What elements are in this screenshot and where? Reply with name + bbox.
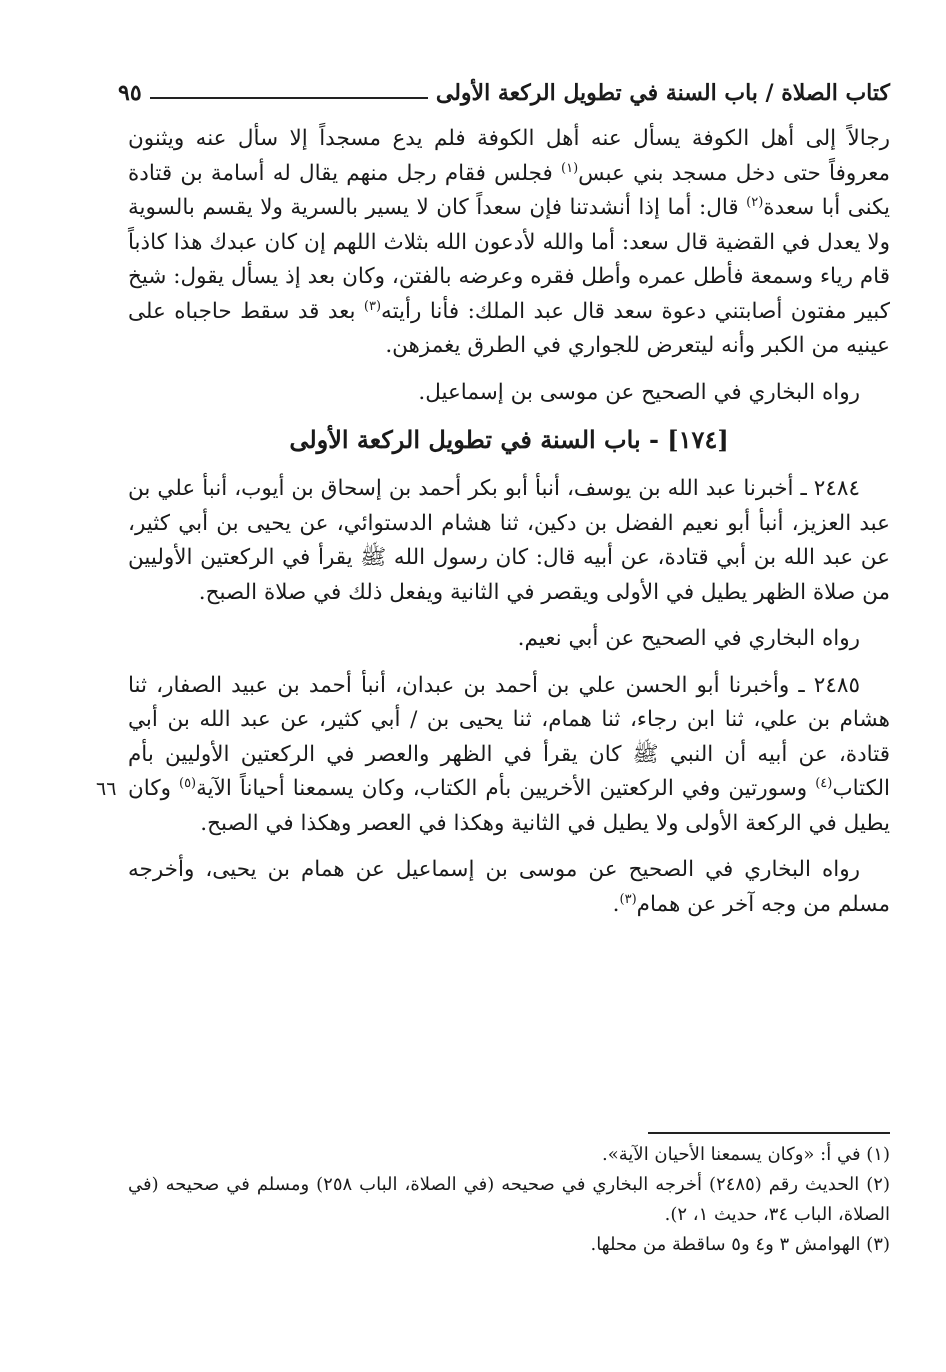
footnote-3: (٣) الهوامش ٣ و٤ و٥ ساقطة من محلها.	[590, 1234, 890, 1255]
spacer	[128, 841, 890, 853]
text-span: وكان يطيل في الركعة الأولى ولا يطيل في الثانية وهكذا في العصر وهكذا في الصبح.	[128, 776, 890, 836]
spacer	[128, 610, 890, 622]
footnote-marker: (٢)	[746, 194, 764, 210]
page-header	[118, 72, 890, 106]
hadith-2485	[128, 669, 890, 842]
narration-note	[128, 853, 890, 922]
footnote-2: (٢) الحديث رقم (٢٤٨٥) أخرجه البخاري في صحيحه (في الصلاة، الباب ٢٥٨) ومسلم في صحيحه (في الصلاة، الباب ٣٤، حديث ١، ٢).	[128, 1174, 890, 1225]
text-span: وسورتين وفي الركعتين الأخريين بأم الكتاب، وكان يسمعنا أحياناً الآية	[196, 776, 816, 801]
footnote-marker: (٥)	[178, 775, 197, 791]
text-span: قال: أما إذا أنشدتنا فإن سعداً كان لا يسير بالسرية ولا يقسم بالسوية ولا يعدل في القضية قال سعد: أما والله لأدعون الله بثلاث اللهم إن كان عبدك هذا كاذباً قام رياء وسمعة فأطل عمره وأطل فقره وعرضه بالفتن، وكان بعد إذ يسأل يقول: شيخ كبير مفتون أصابتني دعوة سعد قال عبد الملك: فأنا رأيته	[128, 195, 890, 324]
text-span: .	[612, 891, 620, 917]
footnote-marker: (٣)	[363, 298, 382, 314]
text-span: رجالاً إلى أهل الكوفة يسأل عنه أهل الكوفة فلم يدع مسجداً إلا سأل عنه ويثنون معروفاً حتى دخل مسجد بني عبس	[128, 126, 890, 186]
footnote-rule	[648, 1132, 890, 1134]
section-title: [١٧٤] - باب السنة في تطويل الركعة الأولى	[289, 425, 729, 454]
text-span: ٢٤٨٥ ـ وأخبرنا أبو الحسن علي بن أحمد بن عبدان، أنبأ أحمد بن عبيد الصفار، ثنا هشام بن علي، ثنا ابن رجاء، ثنا همام، ثنا يحيى بن / أبي كثير، عن عبد الله بن أبي قتادة، عن أبيه أن النبي ﷺ كان يقرأ في الظهر والعصر في الركعتين الأوليين بأم الكتاب	[128, 672, 891, 801]
footnotes	[128, 1140, 890, 1260]
header-rule	[150, 97, 428, 99]
footnote-marker: (١)	[561, 160, 579, 176]
spacer	[128, 657, 890, 669]
footnote-marker: (٣)	[619, 891, 637, 907]
margin-page-reference: ٦٦	[96, 778, 117, 800]
text-span: فجلس فقام رجل منهم يقال له أسامة بن قتادة يكنى أبا سعدة	[128, 160, 890, 220]
paragraph-continuation	[128, 122, 890, 364]
narration-note: رواه البخاري في الصحيح عن أبي نعيم.	[517, 626, 860, 651]
main-text	[128, 122, 890, 922]
running-title: كتاب الصلاة / باب السنة في تطويل الركعة الأولى	[435, 80, 890, 106]
footnote-marker: (٤)	[815, 775, 833, 791]
page-number: ٩٥	[118, 80, 142, 106]
footnote-1: (١) في أ: «وكان يسمعنا الأحيان الآية».	[602, 1144, 890, 1165]
hadith-2484: ٢٤٨٤ ـ أخبرنا عبد الله بن يوسف، أنبأ أبو بكر أحمد بن إسحاق بن أيوب، أنبأ علي بن عبد العزيز، أنبأ أبو نعيم الفضل بن دكين، ثنا هشام الدستوائي، عن يحيى بن أبي كثير، عن عبد الله بن أبي قتادة، عن أبيه قال: كان رسول الله ﷺ يقرأ في الركعتين الأوليين من صلاة الظهر يطيل في الأولى ويقصر في الثانية ويفعل ذلك في صلاة الصبح.	[128, 476, 890, 605]
spacer	[128, 364, 890, 376]
text-span: بعد قد سقط حاجباه على عينيه من الكبر وأنه ليتعرض للجواري في الطرق يغمزهن.	[128, 298, 890, 358]
text-span: رواه البخاري في الصحيح عن موسى بن إسماعيل عن همام بن يحيى، وأخرجه مسلم من وجه آخر عن همام	[128, 857, 890, 917]
narration-note: رواه البخاري في الصحيح عن موسى بن إسماعيل.	[418, 379, 860, 405]
